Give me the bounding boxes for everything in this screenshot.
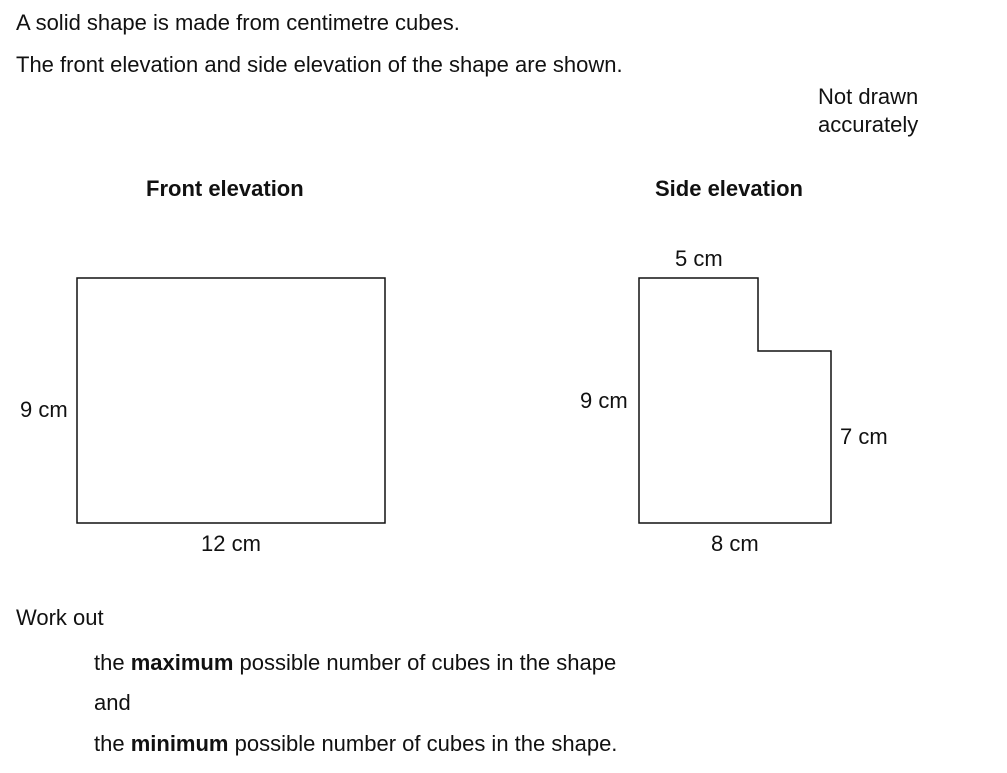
front-width-label: 12 cm	[201, 531, 261, 556]
and-connector: and	[94, 690, 131, 715]
side-bottom-width-label: 8 cm	[711, 531, 759, 556]
front-elevation-rectangle	[77, 278, 385, 523]
minimum-task: the minimum possible number of cubes in the shape.	[94, 731, 618, 756]
work-out-label: Work out	[16, 605, 104, 630]
front-elevation-title: Front elevation	[146, 176, 304, 201]
side-elevation-outline	[639, 278, 831, 523]
side-elevation-title: Side elevation	[655, 176, 803, 201]
note-line-2: accurately	[818, 112, 919, 137]
maximum-keyword: maximum	[130, 650, 234, 675]
side-top-width-label: 5 cm	[675, 246, 723, 271]
front-height-label: 9 cm	[20, 397, 68, 422]
question-line-2: The front elevation and side elevation of the shape are shown.	[16, 52, 623, 77]
question-line-1: A solid shape is made from centimetre cubes.	[16, 10, 460, 35]
note-line-1: Not drawn	[818, 84, 919, 109]
minimum-keyword: minimum	[130, 731, 229, 756]
side-right-height-label: 7 cm	[840, 424, 888, 449]
maximum-task: the maximum possible number of cubes in the shape	[94, 650, 617, 675]
side-left-height-label: 9 cm	[580, 388, 628, 413]
